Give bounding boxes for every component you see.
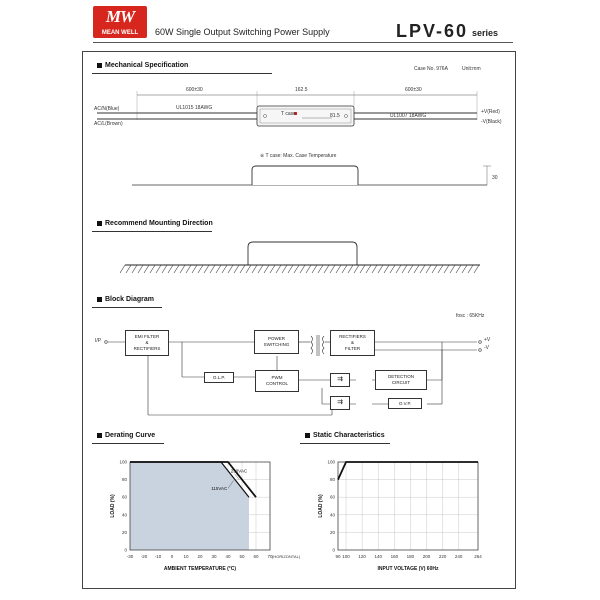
block-section-title: Block Diagram [97, 296, 154, 303]
header-divider [93, 42, 513, 43]
derating-section-title: Derating Curve [97, 432, 155, 439]
y-tick-label: 40 [329, 512, 335, 518]
ground-hatch-line [444, 265, 449, 273]
cable-right-spec: UL1007 18AWG [390, 113, 427, 119]
y-tick-label: 60 [329, 494, 335, 500]
ground-hatch-line [378, 265, 383, 273]
x-tick-label: 40 [225, 554, 231, 559]
ground-hatch-line [390, 265, 395, 273]
detection-circuit-block: DETECTION CIRCUIT [375, 370, 427, 390]
y-tick-label: 100 [119, 459, 127, 465]
ground-hatch-line [438, 265, 443, 273]
ground-hatch-line [240, 265, 245, 273]
x-tick-label: 200 [422, 554, 431, 559]
mounting-section-title: Recommend Mounting Direction [97, 220, 213, 227]
ground-hatch-line [192, 265, 197, 273]
series-label: series [472, 28, 499, 38]
ground-hatch-line [396, 265, 401, 273]
ground-hatch-line [144, 265, 149, 273]
ground-hatch-line [312, 265, 317, 273]
ground-hatch-line [186, 265, 191, 273]
ground-hatch-line [318, 265, 323, 273]
x-tick-label: 240 [454, 554, 463, 559]
ground-hatch-line [294, 265, 299, 273]
y-tick-label: 20 [121, 529, 127, 535]
y-tick-label: 80 [121, 477, 127, 483]
ground-hatch-line [216, 265, 221, 273]
y-tick-label: 20 [329, 529, 335, 535]
ground-hatch-line [162, 265, 167, 273]
ground-hatch-line [252, 265, 257, 273]
x-tick-label: 120 [358, 554, 366, 559]
output-positive: +V [484, 337, 491, 343]
logo-mark: MW [105, 7, 135, 26]
ground-hatch-line [354, 265, 359, 273]
cable-left-spec: UL1015 18AWG [176, 105, 213, 111]
ground-hatch-line [150, 265, 155, 273]
x-axis-label: INPUT VOLTAGE (V) 60Hz [377, 566, 439, 572]
ground-hatch-line [474, 265, 479, 273]
x-tick-label: 220 [438, 554, 447, 559]
ground-hatch-line [156, 265, 161, 273]
ground-hatch-line [270, 265, 275, 273]
ground-hatch-line [306, 265, 311, 273]
y-axis-label: LOAD (%) [318, 494, 324, 518]
output-negative: -V [484, 345, 489, 351]
ground-hatch-line [246, 265, 251, 273]
ovp-block: O.V.P. [388, 398, 422, 409]
ground-hatch-line [234, 265, 239, 273]
ground-hatch-line [204, 265, 209, 273]
y-tick-label: 0 [332, 547, 335, 553]
emi-filter-block: EMI FILTER & RECTIFIERS [125, 330, 169, 356]
ground-hatch-line [456, 265, 461, 273]
ground-hatch-line [366, 265, 371, 273]
dim-mid: 162.5 [295, 87, 308, 93]
height-label: 30 [492, 175, 498, 181]
pwm-control-block: PWM CONTROL [255, 370, 299, 392]
label-230vac: 230VAC [230, 468, 248, 474]
ground-hatch-line [384, 265, 389, 273]
ground-hatch-line [408, 265, 413, 273]
ground-hatch-line [168, 265, 173, 273]
ground-hatch-line [342, 265, 347, 273]
x-tick-label: 140 [374, 554, 382, 559]
x-tick-label: 60 [253, 554, 259, 559]
ground-hatch-line [276, 265, 281, 273]
mounting-drawing [120, 235, 490, 280]
wire-positive: +V(Red) [481, 109, 500, 115]
y-tick-label: 40 [121, 512, 127, 518]
x-tick-label: 160 [390, 554, 399, 559]
y-tick-label: 80 [329, 477, 335, 483]
x-axis-label: AMBIENT TEMPERATURE (°C) [163, 566, 237, 572]
x-tick-label: 90 [335, 554, 341, 559]
x-tick-label: 20 [197, 554, 203, 559]
fosc-label: fosc : 65KHz [456, 313, 485, 319]
static-chart [300, 448, 510, 583]
wire-ac-n: AC/N(Blue) [94, 106, 120, 112]
x-tick-label: 10 [183, 554, 189, 559]
static-section-title: Static Characteristics [305, 432, 385, 439]
model-name: LPV-60 [396, 21, 469, 41]
ground-hatch-line [348, 265, 353, 273]
ground-hatch-line [402, 265, 407, 273]
ground-hatch-line [210, 265, 215, 273]
dim-right: 600±30 [405, 87, 422, 93]
ground-hatch-line [126, 265, 131, 273]
ground-hatch-line [180, 265, 185, 273]
ground-hatch-line [324, 265, 329, 273]
x-tick-label: 50 [239, 554, 245, 559]
ground-hatch-line [264, 265, 269, 273]
ground-hatch-line [450, 265, 455, 273]
power-switching-block: POWER SWITCHING [254, 330, 299, 354]
ground-hatch-line [288, 265, 293, 273]
wire-negative: -V(Black) [481, 119, 502, 125]
ground-hatch-line [432, 265, 437, 273]
x-tick-label: 264 [474, 554, 482, 559]
mechanical-drawing [92, 80, 502, 200]
tcase-note: ※ T case: Max. Case Temperature [260, 153, 337, 159]
ground-hatch-line [228, 265, 233, 273]
ground-hatch-line [138, 265, 143, 273]
x-axis-note: (HORIZONTAL) [272, 554, 301, 559]
y-tick-label: 0 [124, 547, 127, 553]
ground-hatch-line [426, 265, 431, 273]
x-tick-label: 30 [211, 554, 217, 559]
mechanical-section-title: Mechanical Specification [97, 62, 188, 69]
product-title: 60W Single Output Switching Power Supply [155, 27, 330, 37]
mean-well-logo [93, 6, 147, 38]
unit-label: Unit:mm [462, 66, 481, 72]
x-tick-label: 0 [170, 554, 174, 559]
plot-border [338, 462, 478, 550]
rectifier-filter-block: RECTIFIERS & FILTER [330, 330, 375, 356]
tcase-label: T case [281, 111, 296, 117]
ground-hatch-line [258, 265, 263, 273]
x-tick-label: -20 [140, 554, 148, 559]
ground-hatch-line [468, 265, 473, 273]
x-tick-label: 70 [267, 554, 273, 559]
inner-dim: 81.5 [330, 113, 340, 119]
ground-hatch-line [330, 265, 335, 273]
y-tick-label: 100 [327, 459, 335, 465]
wire-ac-l: AC/L(Brown) [94, 121, 123, 127]
ground-hatch-line [174, 265, 179, 273]
ground-hatch-line [360, 265, 365, 273]
x-tick-label: -10 [154, 554, 162, 559]
ground-hatch-line [132, 265, 137, 273]
olp-block: O.L.P. [204, 372, 234, 383]
ground-hatch-line [222, 265, 227, 273]
logo-subtext: MEAN WELL [101, 30, 139, 36]
series-line-1 [338, 462, 478, 480]
x-tick-label: 100 [342, 554, 350, 559]
derating-chart [92, 448, 302, 583]
y-axis-label: LOAD (%) [110, 494, 116, 518]
ground-hatch-line [282, 265, 287, 273]
x-tick-label: -30 [126, 554, 134, 559]
ground-hatch-line [198, 265, 203, 273]
case-number: Case No. 976A [414, 66, 448, 72]
ground-hatch-line [372, 265, 377, 273]
ground-hatch-line [414, 265, 419, 273]
input-label: I/P [95, 338, 102, 344]
ground-hatch-line [300, 265, 305, 273]
ground-hatch-line [462, 265, 467, 273]
ground-hatch-line [336, 265, 341, 273]
ground-hatch-line [120, 265, 125, 273]
optocoupler-upper: ⇉ [330, 373, 350, 387]
ground-hatch-line [420, 265, 425, 273]
dim-left: 600±30 [186, 87, 203, 93]
x-tick-label: 180 [406, 554, 415, 559]
label-115vac: 115VAC [211, 486, 228, 492]
optocoupler-lower: ⇉ [330, 396, 350, 410]
y-tick-label: 60 [121, 494, 127, 500]
